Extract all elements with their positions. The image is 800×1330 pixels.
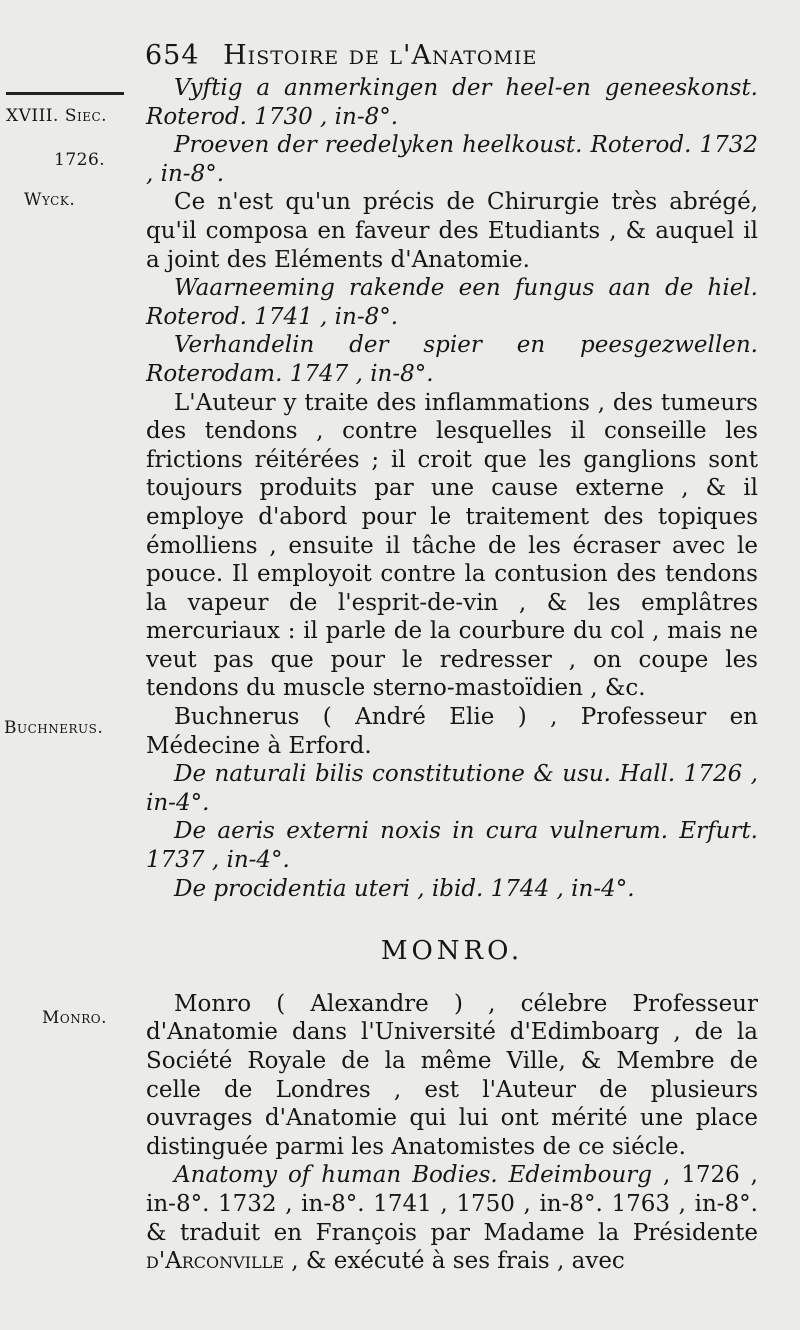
margin-note-wyck: Wyck.	[24, 190, 76, 210]
entry-title-waarneeming: Waarneeming rakende een fungus aan de hiel. Roterod. 1741 , in-8°.	[146, 275, 758, 330]
paragraph-auteur: L'Auteur y traite des inflammations , des tumeurs des tendons , contre lesquelles il conseille les frictions réitérées ; il croit que les ganglions sont toujours produits par une cause externe , & il employe d'abord pour le traitement des topiques émolliens , ensuite il tâche de les écraser avec le pouce. Il employoit contre la contusion des tendons la vapeur de l'esprit-de-vin , & les emplâtres mercuriaux : il parle de la courbure du col , mais ne veut pas que pour le redresser , on coupe les tendons du muscle sterno-mastoïdien , &c.	[146, 389, 758, 702]
margin-note-century: XVIII. Siec.	[6, 106, 108, 126]
paragraph-monro: Monro ( Alexandre ) , célebre Professeur d'Anatomie dans l'Université d'Edimboarg , de la Société Royale de la même Ville, & Membre de celle de Londres , est l'Auteur de plusieurs ouvrages d'Anatomie qui lui ont mérité une place distinguée parmi les Anatomistes de ce siécle.	[146, 990, 758, 1160]
entry-title-proeven: Proeven der reedelyken heelkoust. Roterod. 1732 , in-8°.	[146, 132, 758, 187]
entry-title-de-naturali: De naturali bilis constitutione & usu. Hall. 1726 , in-4°.	[146, 761, 758, 816]
paragraph-precis: Ce n'est qu'un précis de Chirurgie très abrégé, qu'il composa en faveur des Etudiants , & auquel il a joint des Eléments d'Anatomie.	[146, 189, 758, 273]
anatomy-editions: , 1726 , in-8°. 1732 , in-8°. 1741 , 1750 , in-8°. 1763 , in-8°. & traduit en François par Madame la Présidente	[146, 1162, 758, 1246]
entry-title-de-procidentia: De procidentia uteri , ibid. 1744 , in-4°.	[174, 875, 635, 902]
paragraph-buchnerus: Buchnerus ( André Elie ) , Professeur en Médecine à Erford.	[146, 704, 758, 759]
entry-title-verhandelin: Verhandelin der spier en peesgezwellen. Roterodam. 1747 , in-8°.	[146, 332, 758, 387]
entry-title-anatomy: Anatomy of human Bodies. Edeimbourg	[174, 1162, 653, 1189]
entry-title-de-aeris: De aeris externi noxis in cura vulnerum. Erfurt. 1737 , in-4°.	[146, 818, 758, 874]
margin-note-monro: Monro.	[42, 1008, 108, 1028]
margin-note-year: 1726.	[54, 150, 106, 170]
running-header	[145, 40, 765, 71]
margin-note-buchnerus: Buchnerus.	[4, 718, 104, 738]
margin-rule	[6, 92, 124, 95]
main-text	[146, 74, 758, 1276]
running-title: Histoire de l'Anatomie	[223, 40, 538, 71]
paragraph-anatomy	[146, 1161, 758, 1275]
page-number: 654	[145, 40, 200, 71]
anatomy-end: , & exécuté à ses frais , avec	[283, 1248, 625, 1275]
translator-name: d'Arconville	[146, 1248, 284, 1275]
entry-title-vyftig: Vyftig a anmerkingen der heel-en geneeskonst. Roterod. 1730 , in-8°.	[146, 75, 758, 130]
section-title-monro: MONRO.	[380, 936, 524, 967]
